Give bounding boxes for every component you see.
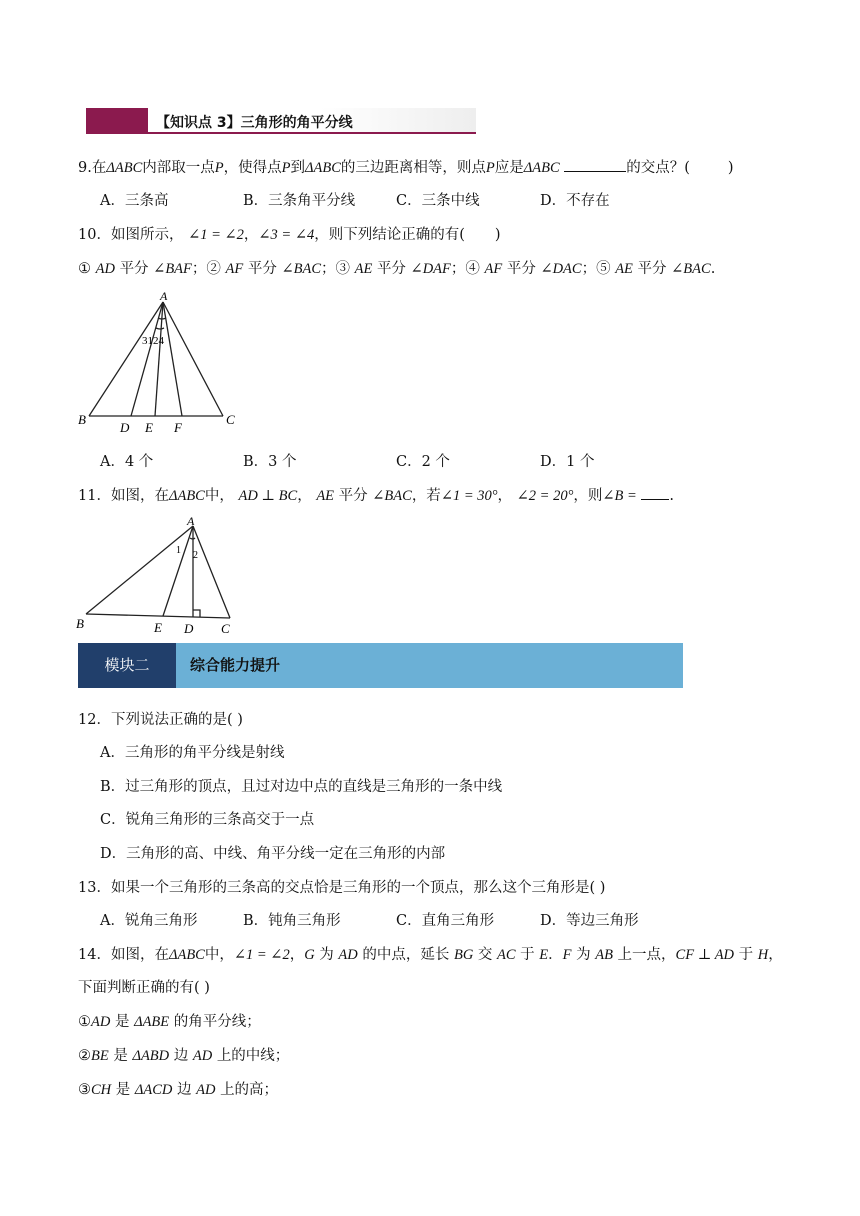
q9-option-b: B．三条角平分线 [243, 193, 356, 209]
text: 的中点，延长 [362, 947, 450, 963]
text: 为 [319, 947, 334, 963]
angle-labels: 3124 [142, 335, 164, 347]
question-12-stem: 12．下列说法正确的是( ) [78, 712, 243, 728]
text: ) [494, 227, 501, 243]
question-13-stem: 13．如果一个三角形的三条高的交点恰是三角形的一个顶点，那么这个三角形是( ) [78, 880, 606, 896]
section-header-bar [86, 108, 148, 134]
label-a: A [187, 514, 195, 528]
math: AB [595, 947, 613, 963]
text: 边 [177, 1082, 192, 1098]
math: ∠BAC [671, 261, 711, 277]
question-10-stem [78, 223, 501, 244]
q13-option-c: C．直角三角形 [396, 913, 495, 929]
question-14-stem [78, 943, 783, 964]
label-angle-1: 1 [176, 545, 181, 556]
label-b: B [78, 412, 86, 427]
q12-option-b: B．过三角形的顶点，且过对边中点的直线是三角形的一条中线 [100, 779, 503, 795]
text: 是 [113, 1048, 128, 1064]
text: ， [768, 947, 783, 963]
q12-option-a: A．三角形的角平分线是射线 [100, 745, 285, 761]
math: ∠BAC [281, 261, 321, 277]
math: ΔACD [134, 1082, 173, 1098]
math: ∠DAF [410, 261, 451, 277]
math: E [539, 947, 549, 963]
math: P [485, 160, 495, 176]
label-a: A [160, 289, 168, 303]
section-title: 【知识点 3】三角形的角平分线 [156, 115, 353, 131]
text: 平分 [637, 261, 667, 277]
math: AD [192, 1048, 213, 1064]
q13-option-a: A．锐角三角形 [100, 913, 198, 929]
text: 于 [520, 947, 535, 963]
text: 中， [204, 488, 234, 504]
text: 平分 [506, 261, 536, 277]
segment-ad [131, 302, 163, 416]
question-10-statements [78, 257, 715, 278]
answer-blank [564, 157, 626, 172]
math: ∠3 = ∠4 [258, 227, 315, 243]
q10-triangle-figure [76, 288, 246, 434]
math: AD [91, 1014, 111, 1030]
section-header [86, 108, 476, 134]
text: 于 [738, 947, 754, 963]
text: 为 [576, 947, 591, 963]
math: G [304, 947, 315, 963]
text: 交 [477, 947, 493, 963]
text: ，若 [411, 488, 441, 504]
text: ；③ [321, 261, 350, 277]
math: BE [91, 1048, 109, 1064]
question-number: 11． [78, 488, 111, 504]
section-header-underline [148, 132, 476, 134]
text: 边 [173, 1048, 189, 1064]
math: AD [196, 1082, 216, 1098]
text: 平分 [247, 261, 277, 277]
math: P [281, 160, 291, 176]
side-ab [86, 526, 193, 614]
text: 是 [115, 1082, 131, 1098]
text: 上的高； [220, 1082, 279, 1098]
text: 的交点？( [626, 160, 690, 176]
label-f: F [174, 420, 182, 434]
q10-option-a: A．4 个 [100, 454, 154, 470]
label-angle-2: 2 [193, 550, 198, 561]
math: CF ⊥ AD [675, 947, 735, 963]
text: ② [78, 1048, 91, 1064]
text: 如图，在 [110, 488, 169, 504]
text: 上的中线； [216, 1048, 290, 1064]
q10-option-c: C．2 个 [396, 454, 450, 470]
q14-statement-1 [78, 1010, 261, 1031]
math: AE [615, 261, 633, 277]
math: AF [225, 261, 244, 277]
question-9-stem [78, 156, 734, 177]
math: ∠B = [602, 488, 637, 504]
answer-blank [641, 485, 669, 500]
side-ac [193, 526, 230, 618]
math: ∠2 = 20° [516, 488, 574, 504]
math: H [757, 947, 769, 963]
math: F [562, 947, 572, 963]
text: 内部取一点 [142, 160, 215, 176]
label-e: E [154, 620, 162, 635]
text: ，使得点 [223, 160, 282, 176]
label-d: D [184, 621, 194, 636]
text: ，则下列结论正确的有( [314, 227, 465, 243]
q12-option-c: C．锐角三角形的三条高交于一点 [100, 812, 315, 828]
math: P [214, 160, 224, 176]
text: ， [289, 947, 305, 963]
label-c: C [226, 412, 235, 427]
text: ；④ [450, 261, 480, 277]
q10-option-d: D．1 个 [540, 454, 595, 470]
math: ΔABC [168, 947, 205, 963]
math: AD [338, 947, 358, 963]
segment-ae [163, 526, 193, 616]
text: 在 [91, 160, 107, 176]
math: ∠BAF [153, 261, 192, 277]
text: ，则 [573, 488, 603, 504]
text: 中， [204, 947, 234, 963]
text: ① [78, 261, 91, 277]
question-14-line2: 下面判断正确的有( ) [78, 980, 210, 996]
q9-option-a: A．三条高 [100, 193, 169, 209]
text: ) [727, 160, 734, 176]
math: ΔABC [106, 160, 143, 176]
text: ． [548, 947, 563, 963]
text: 的角平分线； [173, 1014, 261, 1030]
math: AC [497, 947, 516, 963]
q14-statement-2 [78, 1044, 289, 1065]
q9-option-d: D．不存在 [540, 193, 610, 209]
text: 到 [290, 160, 305, 176]
math: ∠1 = ∠2 [188, 227, 244, 243]
side-ab [89, 302, 163, 416]
label-e: E [145, 420, 153, 434]
q14-statement-3 [78, 1078, 278, 1099]
math: ∠1 = 30° [440, 488, 498, 504]
text: 的三边距离相等，则点 [340, 160, 486, 176]
math: ΔABD [132, 1048, 170, 1064]
text: 平分 [338, 488, 368, 504]
math: AD ⊥ BC [238, 488, 298, 504]
text: ① [78, 1014, 91, 1030]
math: ∠DAC [540, 261, 582, 277]
label-b: B [76, 616, 84, 631]
text: ；⑤ [581, 261, 611, 277]
label-c: C [221, 621, 230, 636]
text: ， [243, 227, 259, 243]
math: ∠1 = ∠2 [233, 947, 290, 963]
math: AE [316, 488, 335, 504]
math: ΔABC [168, 488, 205, 504]
math: CH [91, 1082, 112, 1098]
question-number: 14． [78, 947, 111, 963]
question-number: 10． [78, 227, 111, 243]
text: 上一点， [617, 947, 676, 963]
text: ；② [191, 261, 221, 277]
math: ΔABC [523, 160, 560, 176]
question-11-stem [78, 484, 674, 505]
text: 是 [114, 1014, 130, 1030]
module-tag: 模块二 [78, 643, 176, 688]
text: ， [497, 488, 513, 504]
module-name: 综合能力提升 [190, 656, 281, 674]
q10-option-b: B．3 个 [243, 454, 297, 470]
module-header [78, 643, 683, 688]
q12-option-d: D．三角形的高、中线、角平分线一定在三角形的内部 [100, 846, 446, 862]
q13-option-b: B．钝角三角形 [243, 913, 341, 929]
math: ∠BAC [372, 488, 412, 504]
math: ΔABE [134, 1014, 170, 1030]
label-d: D [120, 420, 130, 434]
math: AF [484, 261, 503, 277]
text: 如图，在 [110, 947, 169, 963]
q9-option-c: C．三条中线 [396, 193, 480, 209]
text: 平分 [119, 261, 149, 277]
text: 如图所示， [110, 227, 184, 243]
math: BG [453, 947, 474, 963]
right-angle-mark [193, 610, 200, 617]
text: ③ [78, 1082, 91, 1098]
text: . [710, 261, 716, 277]
side-bc [86, 614, 230, 618]
q13-option-d: D．等边三角形 [540, 913, 639, 929]
text: 应是 [494, 160, 524, 176]
text: ， [297, 488, 312, 504]
text: . [669, 488, 675, 504]
math: AD [95, 261, 115, 277]
text: 平分 [376, 261, 406, 277]
q11-triangle-figure [74, 514, 244, 638]
math: AE [354, 261, 373, 277]
math: ΔABC [304, 160, 341, 176]
question-number: 9. [78, 160, 92, 176]
angle-arc [156, 328, 164, 329]
